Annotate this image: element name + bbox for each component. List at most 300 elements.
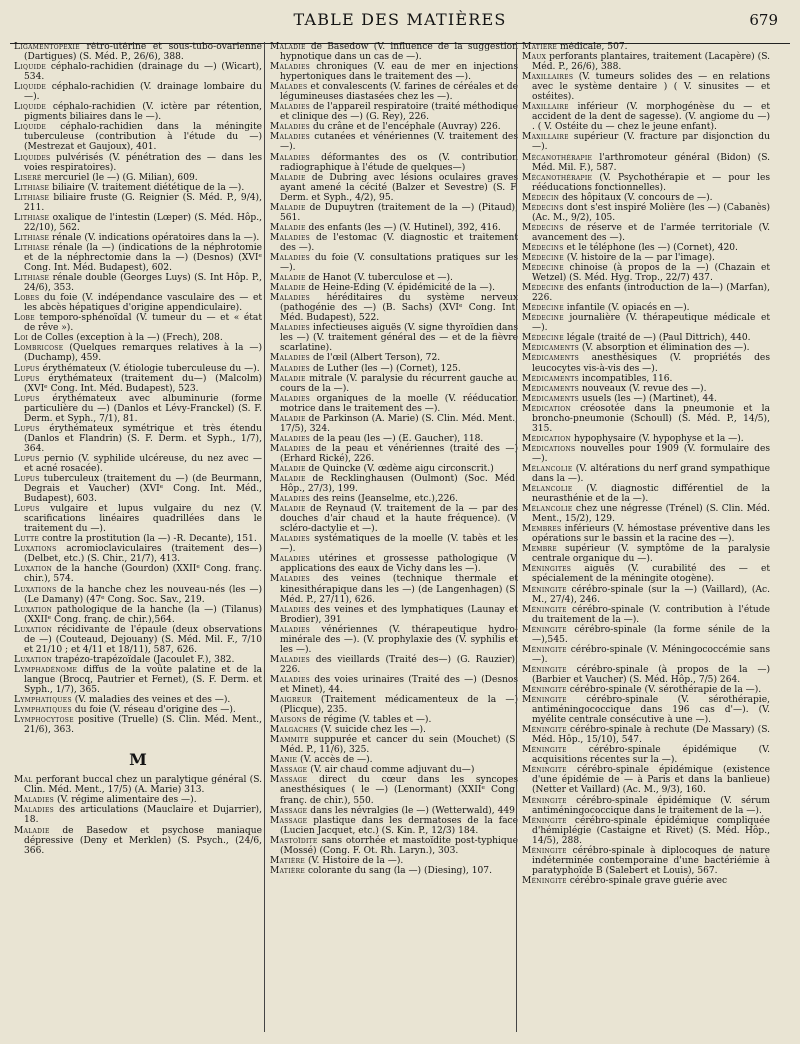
entry-keyword: Maladies <box>270 323 311 334</box>
index-entry <box>522 816 770 846</box>
index-entry <box>14 213 262 233</box>
entry-keyword: Lithiase <box>14 212 50 223</box>
entry-text: de Recklinghausen (Oulmont) (Soc. Méd. Hôp., 27/3), 199. <box>280 474 518 495</box>
entry-keyword: Lupus <box>14 474 40 485</box>
entry-text: légale (traité de —) (Paul Dittrich), 440. <box>563 333 751 344</box>
entry-text: des voies urinaires (Traité des —) (Desnos et Minet), 44. <box>280 674 518 695</box>
index-entry <box>14 795 262 805</box>
entry-text: cérébro-spinale grave guérie avec <box>566 875 728 886</box>
entry-keyword: Méningite <box>522 845 567 856</box>
index-entry <box>522 484 770 504</box>
index-entry <box>522 444 770 464</box>
entry-keyword: Lombricose <box>14 343 64 354</box>
entry-keyword: Maxillaires <box>522 72 574 83</box>
index-entry <box>14 42 262 62</box>
entry-keyword: Médecins <box>522 222 564 233</box>
index-entry <box>270 765 518 775</box>
index-entry <box>270 444 518 464</box>
entry-keyword: Maladie <box>270 373 306 384</box>
entry-text: érythémateux (V. étiologie tuberculeuse du —). <box>39 363 260 374</box>
entry-keyword: Médecine <box>522 263 564 274</box>
entry-keyword: Maladies <box>270 132 311 143</box>
index-entry <box>270 173 518 203</box>
entry-text: oxalique de l'intestin (Lœper) (S. Méd. Hôp., 22/10), 562. <box>24 212 262 233</box>
index-entry <box>522 243 770 253</box>
index-entry <box>14 313 262 333</box>
index-entry <box>522 765 770 795</box>
entry-text: (V. régime alimentaire des —). <box>54 795 197 806</box>
entry-text: (V. absorption et élimination des —). <box>578 343 750 354</box>
entry-text: des articulations (Mauclaire et Dujarrier), 18. <box>24 805 262 826</box>
index-entry <box>522 263 770 283</box>
entry-text: cérébro-spinale (sur la —) (Vaillard), (Ac. M., 27/4), 246. <box>532 584 770 605</box>
entry-keyword: Maladie <box>270 42 306 52</box>
entry-text: des veines et des lymphatiques (Launay et Brodier), 391 <box>280 604 518 625</box>
index-entry <box>270 122 518 132</box>
entry-text: de la hanche chez les nouveau-nés (les —) (Le Damany) (47ᵉ Cong. Soc. Sav., 219. <box>24 584 262 605</box>
entry-keyword: Médecins <box>522 242 564 253</box>
entry-text: infantile (V. opiacés en —). <box>563 303 690 314</box>
entry-text: médicale, 507. <box>557 42 628 52</box>
entry-text: de réserve et de l'armée territoriale (V. avancement des —). <box>532 222 770 243</box>
entry-keyword: Médicaments <box>522 373 579 384</box>
entry-text: vénériennes (V. thérapeutique hydro-minérale des —). (V. prophylaxie des (V. syphilis et les —). <box>280 624 518 655</box>
entry-text: (V. maladies des veines et des —). <box>71 695 231 706</box>
entry-text: de Parkinson (A. Marie) (S. Clin. Méd. Ment., 17/5), 324. <box>280 413 518 434</box>
entry-text: (V. histoire de la — par l'image). <box>563 252 715 263</box>
index-entry <box>522 464 770 484</box>
index-entry <box>14 343 262 363</box>
index-entry <box>522 253 770 263</box>
entry-keyword: Lupus <box>14 373 40 384</box>
index-entry <box>522 695 770 725</box>
entry-text: cérébro-spinale épidémique compliquée d'hémiplégie (Castaigne et Rivet) (S. Méd. Hôp., 14/5), 288. <box>532 815 770 846</box>
entry-keyword: Liquide <box>14 102 47 113</box>
index-entry <box>270 866 518 876</box>
entry-text: (V. diagnostic différentiel de la neurasthénie et de la —). <box>532 484 770 505</box>
entry-text: cérébro-spinale (V. Méningococcémie sans —). <box>532 644 770 665</box>
entry-keyword: Lithiase <box>14 182 50 193</box>
entry-keyword: Méningite <box>522 765 567 776</box>
entry-text: aiguës (V. curabilité des — et spécialement de la méningite otogène). <box>532 564 770 585</box>
entry-keyword: Médicaments <box>522 383 579 394</box>
entry-keyword: Lymphadénome <box>14 664 78 675</box>
index-entry <box>522 303 770 313</box>
index-entry <box>14 605 262 625</box>
entry-keyword: Maladie <box>270 222 306 233</box>
entry-keyword: Méningite <box>522 695 567 706</box>
entry-text: céphalo-rachidien (V. drainage lombaire du —). <box>24 82 262 103</box>
index-entry <box>14 374 262 394</box>
entry-text: sans otorrhée et mastoïdite post-typhique (Mossé) (Cong. F. Ot. Rh. Laryn.), 303. <box>280 835 518 856</box>
entry-text: chinoise (à propos de la —) (Chazain et Wetzel) (S. Méd. Hyg. Trop., 22/7) 437. <box>532 263 770 284</box>
entry-keyword: Massage <box>270 815 308 826</box>
entry-text: cérébro-spinale (V. sérothérapie, antiméningococcique dans 196 cas d'—). (V. myélite centrale consécutive à une —). <box>532 695 770 726</box>
entry-text: des vieillards (Traité des—) (G. Rauzier), 226. <box>280 654 518 675</box>
entry-keyword: Maladie <box>270 273 306 284</box>
index-entry <box>522 504 770 524</box>
entry-text: chez une négresse (Trénel) (S. Clin. Méd. Ment., 15/2), 129. <box>532 504 770 525</box>
index-entry <box>270 273 518 283</box>
entry-text: de Hanot (V. tuberculose et —). <box>305 273 453 284</box>
index-entry <box>270 364 518 374</box>
index-entry <box>522 343 770 353</box>
entry-text: dont s'est inspiré Molière (les —) (Cabanès) (Ac. M., 9/2), 105. <box>532 202 770 223</box>
index-entry <box>14 122 262 152</box>
entry-keyword: Luxation <box>14 654 53 665</box>
index-entry <box>270 253 518 273</box>
index-entry <box>14 474 262 504</box>
entry-text: de Colles (exception à la —) (Frech), 208. <box>28 333 223 344</box>
entry-text: et le téléphone (les —) (Cornet), 420. <box>563 242 738 253</box>
index-column-2 <box>270 42 518 1042</box>
entry-keyword: Lupus <box>14 504 40 515</box>
entry-keyword: Médecine <box>522 283 564 294</box>
entry-keyword: Médecine <box>522 303 564 314</box>
entry-text: (V. tumeurs solides des — en relations avec le système dentaire ) ( V. sinusites — et ostéites). <box>532 72 770 103</box>
entry-text: dans les névralgies (le —) (Wetterwald), 449. <box>307 805 518 816</box>
index-entry <box>522 102 770 132</box>
index-entry <box>14 585 262 605</box>
index-entry <box>14 544 262 564</box>
entry-text: de l'œil (Albert Terson), 72. <box>310 353 441 364</box>
index-entry <box>270 283 518 293</box>
entry-text: cérébro-spinale à rechute (De Massary) (S. Méd. Hôp., 15/10), 547. <box>532 725 770 746</box>
index-entry <box>270 323 518 353</box>
entry-keyword: Membre <box>522 544 557 555</box>
index-entry <box>270 725 518 735</box>
entry-keyword: Médecins <box>522 202 564 213</box>
index-entry <box>522 223 770 243</box>
entry-keyword: Maladie <box>270 202 306 213</box>
entry-text: de régime (V. tables et —). <box>306 715 432 726</box>
index-entry <box>14 273 262 293</box>
index-entry <box>522 524 770 544</box>
entry-text: incompatibles, 116. <box>578 373 673 384</box>
entry-keyword: Massage <box>270 805 308 816</box>
entry-keyword: Maladies <box>270 353 311 364</box>
entry-text: temporo-sphénoïdal (V. tumeur du — et « état de rêve »). <box>24 313 262 334</box>
index-entry <box>270 695 518 715</box>
entry-text: (Traitement médicamenteux de la —) (Plicque), 235. <box>280 695 518 716</box>
entry-keyword: Maladies <box>270 152 311 163</box>
page-header <box>0 10 800 38</box>
entry-keyword: Maladies <box>270 534 311 545</box>
entry-keyword: Maladies <box>270 624 311 635</box>
entry-text: du crâne et de l'encéphale (Auvray) 226. <box>310 122 501 133</box>
entry-keyword: Lithiase <box>14 242 50 253</box>
index-entry <box>270 675 518 695</box>
index-entry <box>14 364 262 374</box>
entry-text: de la hanche (Gourdon) (XXIIᵉ Cong. franç. chir.), 574. <box>24 564 262 585</box>
entry-text: de la peau (les —) (E. Gaucher), 118. <box>310 433 484 444</box>
entry-keyword: Méningite <box>522 685 567 695</box>
entry-text: suppurée et cancer du sein (Mouchet) (S. Méd. P., 11/6), 325. <box>280 735 518 756</box>
entry-text: (V. altérations du nerf grand sympathique dans la —). <box>532 463 770 485</box>
entry-text: des hôpitaux (V. concours de —). <box>559 192 713 203</box>
entry-keyword: Mélancolie <box>522 484 573 495</box>
entry-text: inférieur (V. morphogénèse du — et accident de la dent de sagesse). (V. angiome du —) . ( V. Ostéite du — chez le jeune enfant). <box>532 102 770 133</box>
entry-keyword: Lobes <box>14 293 40 304</box>
entry-keyword: Méningite <box>522 584 567 595</box>
entry-keyword: Maladies <box>270 494 311 505</box>
entry-keyword: Lupus <box>14 393 40 404</box>
entry-keyword: Lupus <box>14 453 40 464</box>
index-entry <box>522 625 770 645</box>
entry-keyword: Maxillaire <box>522 102 569 113</box>
index-entry <box>522 685 770 695</box>
entry-text: créosotée dans la pneumonie et la broncho-pneumonie (Schoull) (S. Méd. P., 14/5), 315. <box>532 403 770 434</box>
entry-keyword: Méningite <box>522 644 567 655</box>
index-entry <box>522 72 770 102</box>
entry-keyword: Maladies <box>270 554 311 565</box>
index-entry <box>270 434 518 444</box>
entry-text: de la peau et vénériennes (traité des —) (Erhard Rické), 226. <box>280 443 518 464</box>
entry-keyword: Maladie <box>270 413 306 424</box>
entry-text: hypophysaire (V. hypophyse et la —). <box>571 433 744 444</box>
entry-keyword: Maladies <box>270 252 311 263</box>
entry-text: perforants plantaires, traitement (Lacapère) (S. Méd. P., 26/6), 388. <box>532 52 770 73</box>
index-entry <box>522 585 770 605</box>
entry-keyword: Maladies <box>270 433 311 444</box>
entry-text: biliaire fruste (G. Reignier (S. Méd. P., 9/4), 211. <box>24 192 262 213</box>
entry-keyword: Membres <box>522 524 562 535</box>
index-entry <box>14 153 262 173</box>
index-entry <box>522 564 770 584</box>
index-entry <box>522 193 770 203</box>
index-column-1 <box>14 42 262 1042</box>
index-entry <box>522 353 770 373</box>
entry-keyword: Médecine <box>522 313 564 324</box>
entry-keyword: Matière <box>270 865 306 876</box>
entry-keyword: Maladies <box>270 363 311 374</box>
page-title: TABLE DES MATIÈRES <box>293 10 507 29</box>
entry-keyword: Mammite <box>270 735 309 746</box>
entry-keyword: Mal <box>14 775 33 786</box>
index-entry <box>270 62 518 82</box>
entry-text: cérébro-spinale épidémique (V. acquisitions récentes sur la —). <box>532 745 770 766</box>
index-entry <box>270 293 518 323</box>
entry-keyword: Maladies <box>270 654 311 665</box>
entry-text: érythémateux (traitement du—) (Malcolm) (XVIᵉ Cong. Int. Méd. Budapest), 523. <box>24 373 262 394</box>
index-entry <box>270 775 518 805</box>
entry-keyword: Lutte <box>14 534 40 545</box>
index-entry <box>270 655 518 675</box>
entry-keyword: Maladies <box>14 795 55 806</box>
entry-text: de Quincke (V. œdème aigu circonscrit.) <box>305 463 494 474</box>
entry-keyword: Liquides <box>14 152 51 163</box>
entry-keyword: Liquide <box>14 62 47 73</box>
entry-keyword: Médicaments <box>522 343 579 354</box>
entry-text: pernio (V. syphilide ulcéreuse, du nez avec — et acné rosacée). <box>24 453 262 474</box>
entry-text: biliaire (V. traitement diététique de la —). <box>49 182 245 193</box>
index-entry <box>14 183 262 193</box>
entry-keyword: Maladie <box>270 463 306 474</box>
index-entry <box>270 203 518 223</box>
entry-keyword: Luxation <box>14 564 53 575</box>
entry-text: supérieur (V. symptôme de la paralysie centrale organique du —). <box>532 544 770 565</box>
entry-text: rénale (V. indications opératoires dans la —). <box>49 232 260 243</box>
index-entry <box>14 333 262 343</box>
entry-text: pathologique de la hanche (la —) (Tilanus) (XXIIᵉ Cong. franç. de chir.),564. <box>24 604 262 625</box>
entry-text: cutanées et vénériennes (V. traitement des —). <box>280 132 518 153</box>
index-entry <box>14 102 262 122</box>
index-entry <box>270 153 518 173</box>
entry-keyword: Maladies <box>270 604 311 615</box>
entry-keyword: Méningite <box>522 604 567 615</box>
entry-keyword: Maladies <box>270 232 311 243</box>
entry-text: rénale double (Georges Luys) (S. Int Hôp. P., 24/6), 353. <box>24 273 262 294</box>
index-entry <box>270 464 518 474</box>
entry-text: céphalo-rachidien (drainage du —) (Wicart), 534. <box>24 62 262 83</box>
index-entry <box>270 374 518 394</box>
index-entry <box>270 836 518 856</box>
entry-keyword: Médication <box>522 433 572 444</box>
entry-keyword: Maladie <box>270 172 306 183</box>
entry-keyword: Luxations <box>14 584 57 595</box>
index-entry <box>522 796 770 816</box>
entry-keyword: Maladie <box>270 474 306 485</box>
index-entry <box>14 775 262 795</box>
entry-keyword: Méningite <box>522 745 567 756</box>
index-entry <box>14 82 262 102</box>
index-entry <box>14 233 262 243</box>
entry-keyword: Médications <box>522 443 576 454</box>
entry-text: de l'estomac (V. diagnostic et traitement des —). <box>280 232 518 253</box>
entry-text: trapézo-trapézoïdale (Jacoulet F.), 382. <box>52 654 235 665</box>
index-entry <box>270 494 518 504</box>
entry-text: nouveaux (V. revue des —). <box>578 383 707 394</box>
entry-text: cérébro-spinale (la forme sénile de la —),545. <box>532 624 770 645</box>
entry-text: acromioclaviculaires (traitement des—) (Delbet, etc.) (S. Chir., 21/7), 413. <box>24 544 262 565</box>
entry-text: inférieurs (V. hémostase préventive dans les opérations sur le bassin et la racine des —). <box>532 524 770 545</box>
entry-text: de Heine-Eding (V. épidémicité de la —). <box>305 283 496 294</box>
index-entry <box>522 745 770 765</box>
entry-text: mercuriel (le —) (G. Milian), 609. <box>41 172 198 183</box>
index-entry <box>14 655 262 665</box>
entry-text: érythémateux avec albuminurie (forme particulière du —) (Danlos et Lévy-Franckel) (S. F. Derm. et Syph., 7/1), 81. <box>24 393 262 424</box>
index-entry <box>270 233 518 253</box>
index-entry <box>522 52 770 72</box>
index-entry <box>14 62 262 82</box>
index-entry <box>270 715 518 725</box>
entry-text: de Dubring avec lésions oculaires graves ayant amené la cécité (Balzer et Sevestre) (S. F. Derm. et Syph., 4/2), 95. <box>280 172 518 203</box>
page-number: 679 <box>749 11 778 29</box>
index-entry <box>270 223 518 233</box>
entry-keyword: Massage <box>270 765 308 776</box>
entry-keyword: Maladies <box>270 293 311 304</box>
entry-text: récidivante de l'épaule (deux observations de —) (Couteaud, Dejouany) (S. Méd. Mil. F., 7/10 et 21/10 ; et 4/11 et 18/11), 587, 626. <box>24 624 262 655</box>
index-entry <box>270 755 518 765</box>
entry-text: du foie (V. réseau d'origine des —). <box>71 705 236 716</box>
index-entry <box>522 665 770 685</box>
index-entry <box>270 735 518 755</box>
index-entry <box>522 846 770 876</box>
entry-text: rétro-utérine et sous-tubo-ovarienne (Dartigues) (S. Méd. P., 26/6), 388. <box>24 42 262 63</box>
index-entry <box>270 504 518 534</box>
index-entry <box>522 374 770 384</box>
entry-text: des reins (Jeanselme, etc.),226. <box>310 494 459 505</box>
entry-text: mitrale (V. paralysie du récurrent gauche au cours de la —). <box>280 373 518 394</box>
entry-text: cérébro-spinale à diplocoques de nature indéterminée contemporaine d'une bactériémie à paratyphoïde B (Salebert et Louis), 567. <box>532 845 770 876</box>
entry-text: plastique dans les dermatoses de la face (Lucien Jacquet, etc.) (S. Kin. P., 12/3) 184. <box>280 815 518 836</box>
entry-keyword: Mécanothérapie <box>522 172 593 183</box>
entry-keyword: Maladie <box>14 825 50 836</box>
entry-keyword: Médicaments <box>522 393 579 404</box>
entry-keyword: Ligamentopexie <box>14 42 80 52</box>
entry-text: déformantes des os (V. contribution radiographique à l'étude de quelques—) <box>280 152 518 173</box>
entry-keyword: Maladies <box>270 674 311 685</box>
index-entry <box>522 645 770 665</box>
entry-text: nouvelles pour 1909 (V. formulaire des —). <box>532 443 770 464</box>
column-divider <box>264 42 265 1032</box>
entry-text: (V. Histoire de la —). <box>305 855 404 866</box>
entry-keyword: Maisons <box>270 715 307 726</box>
entry-text: cérébro-spinale épidémique (existence d'une épidémie de — à Paris et dans la banlieue) (Netter et Vaillard) (Ac. M., 9/3), 160. <box>532 765 770 796</box>
entry-keyword: Luxation <box>14 604 53 615</box>
index-entry <box>14 564 262 584</box>
entry-text: (V. suicide chez les —). <box>317 725 426 736</box>
entry-text: du foie (V. indépendance vasculaire des — et les abcès hépatiques d'origine appendiculaire). <box>24 293 262 314</box>
index-entry <box>14 534 262 544</box>
entry-text: de Basedow (V. influence de la suggestion hypnotique dans un cas de —). <box>280 42 518 63</box>
entry-keyword: Liquide <box>14 82 47 93</box>
entry-text: de l'appareil respiratoire (traité méthodique et clinique des —) (G. Rey), 226. <box>280 102 518 123</box>
index-entry <box>522 313 770 333</box>
index-entry <box>14 826 262 856</box>
index-entry <box>270 806 518 816</box>
entry-text: organiques de la moelle (V. rééducation motrice dans le traitement des —). <box>280 393 518 414</box>
entry-keyword: Lymphatiques <box>14 705 72 716</box>
index-entry <box>270 82 518 102</box>
index-entry <box>522 173 770 193</box>
entry-text: usuels (les —) (Martinet), 44. <box>578 393 717 404</box>
entry-keyword: Maladies <box>270 122 311 133</box>
entry-keyword: Liseré <box>14 172 42 183</box>
index-entry <box>522 42 770 52</box>
entry-keyword: Lupus <box>14 363 40 374</box>
index-entry <box>522 434 770 444</box>
entry-text: l'arthromoteur général (Bidon) (S. Méd. Mil. F.), 587. <box>532 152 770 173</box>
entry-keyword: Luxations <box>14 544 57 555</box>
index-entry <box>14 805 262 825</box>
index-entry <box>14 173 262 183</box>
entry-text: des enfants (les —) (V. Hutinel), 392, 416. <box>305 222 501 233</box>
entry-text: (V. accès de —). <box>297 755 373 766</box>
entry-text: (V. air chaud comme adjuvant du—) <box>307 765 475 776</box>
index-entry <box>522 605 770 625</box>
entry-text: systématiques de la moelle (V. tabès et les —). <box>280 534 518 555</box>
entry-keyword: Méningite <box>522 725 567 736</box>
index-entry <box>522 544 770 564</box>
entry-text: infectieuses aiguës (V. signe thyroïdien dans les —) (V. traitement général des — et de la fièvre scarlatine). <box>280 323 518 354</box>
entry-text: utérines et grossesse pathologique (V. applications des eaux de Vichy dans les —). <box>280 554 518 575</box>
entry-keyword: Maxillaire <box>522 132 569 143</box>
entry-keyword: Matière <box>522 42 558 52</box>
entry-text: céphalo-rachidien dans la méningite tuberculeuse (contribution à l'étude du —) (Mestrezat et Gaujoux), 401. <box>24 122 262 153</box>
entry-text: et convalescents (V. farines de céréales et de légumineuses diastasées chez les —). <box>280 82 518 103</box>
entry-keyword: Manie <box>270 755 298 766</box>
entry-keyword: Liquide <box>14 122 47 133</box>
entry-keyword: Massage <box>270 775 308 786</box>
entry-keyword: Médecin <box>522 192 560 203</box>
entry-text: supérieur (V. fracture par disjonction du —). <box>532 132 770 153</box>
index-entry <box>270 394 518 414</box>
index-entry <box>522 876 770 886</box>
entry-keyword: Maladie <box>270 283 306 294</box>
entry-keyword: Méningite <box>522 815 567 826</box>
index-entry <box>522 283 770 303</box>
